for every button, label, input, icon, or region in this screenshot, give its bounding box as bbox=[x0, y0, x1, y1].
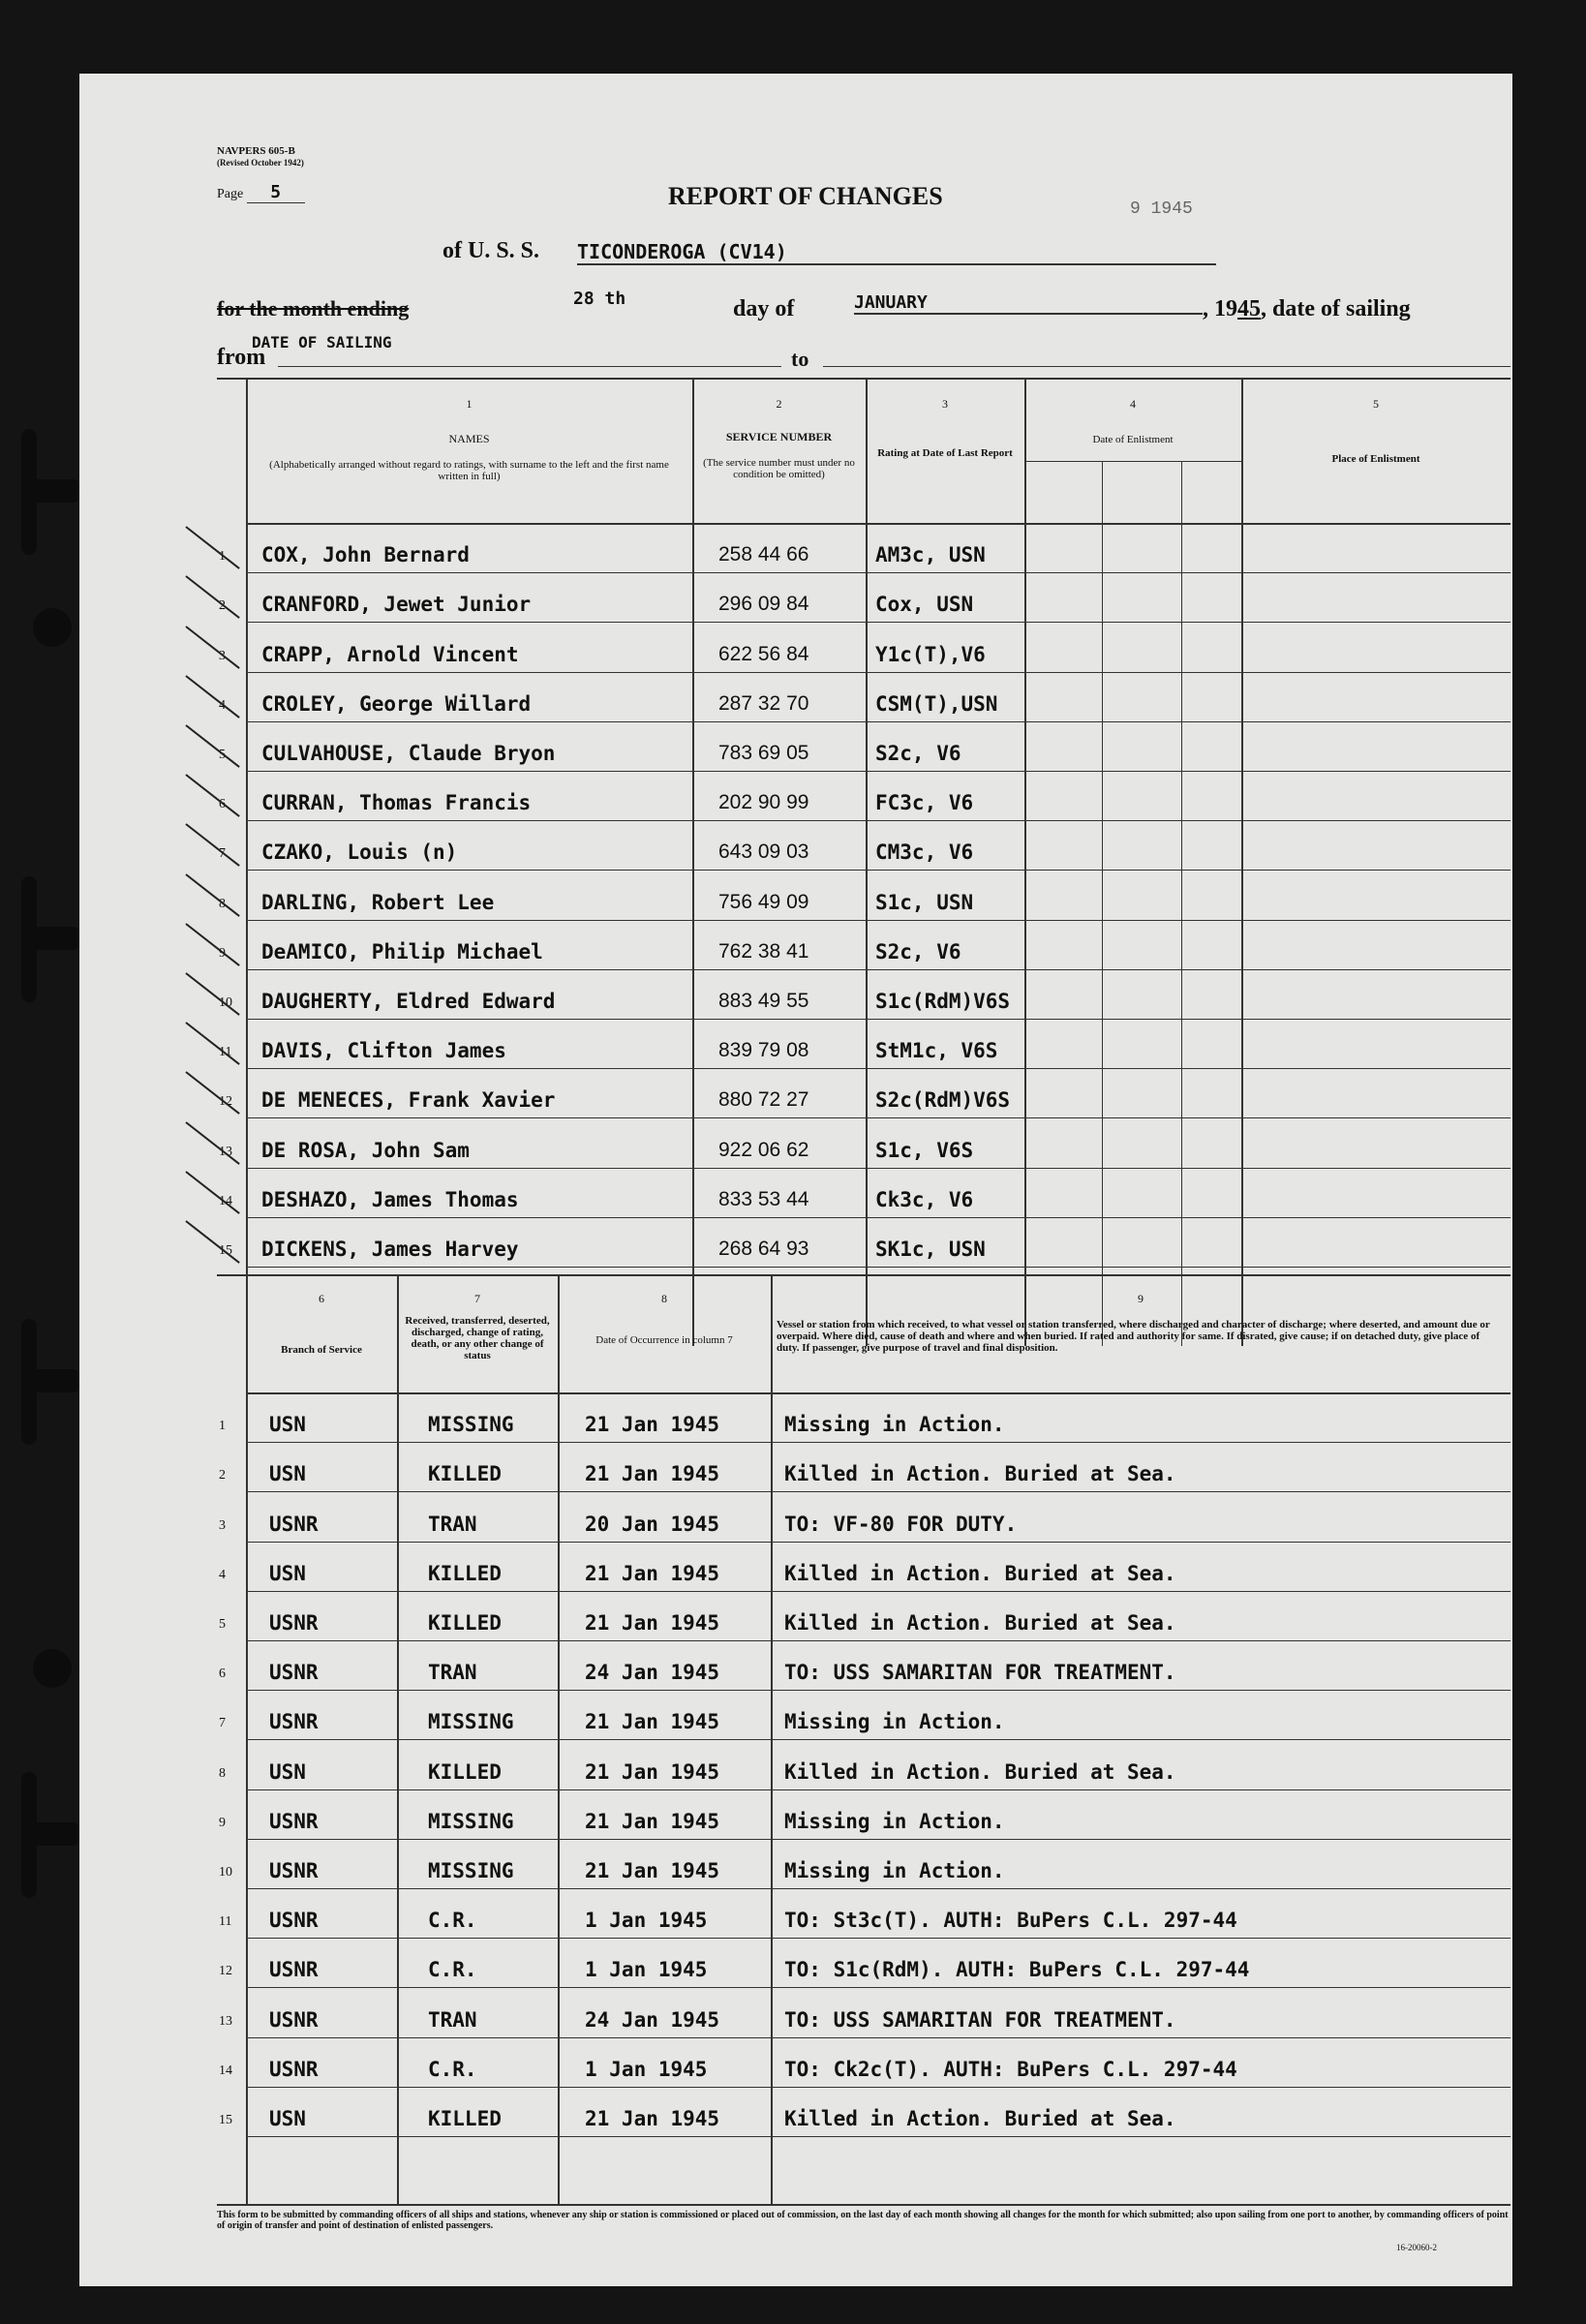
year-line: , 1945, date of sailing bbox=[1203, 296, 1411, 321]
remarks: TO: St3c(T). AUTH: BuPers C.L. 297-44 bbox=[784, 1909, 1237, 1933]
check-mark bbox=[185, 972, 239, 1016]
col9-number: 9 bbox=[1138, 1292, 1144, 1305]
service-number: 258 44 66 bbox=[718, 543, 809, 566]
service-number: 922 06 62 bbox=[718, 1138, 809, 1161]
row-number: 15 bbox=[219, 2113, 232, 2127]
binder-clip bbox=[21, 429, 79, 555]
footer-code: 16-20060-2 bbox=[1396, 2243, 1437, 2252]
row-number: 12 bbox=[219, 1094, 232, 1110]
occurrence-date: 21 Jan 1945 bbox=[585, 1611, 720, 1635]
row-number: 7 bbox=[219, 1716, 226, 1731]
row-number: 4 bbox=[219, 697, 226, 713]
service-number: 833 53 44 bbox=[718, 1187, 809, 1210]
service-number: 783 69 05 bbox=[718, 742, 809, 764]
check-mark bbox=[185, 824, 239, 868]
check-mark bbox=[185, 774, 239, 817]
status-change: TRAN bbox=[428, 2007, 477, 2032]
row-number: 14 bbox=[219, 1193, 232, 1208]
day-value: 28 th bbox=[573, 289, 626, 309]
remarks: Missing in Action. bbox=[784, 1413, 1005, 1437]
status-change: MISSING bbox=[428, 1809, 514, 1833]
check-mark bbox=[185, 675, 239, 719]
binder-hole bbox=[33, 1649, 72, 1688]
check-mark bbox=[185, 923, 239, 966]
col2-subheader: (The service number must under no condition be omitted) bbox=[703, 457, 855, 480]
remarks: Killed in Action. Buried at Sea. bbox=[784, 1462, 1176, 1486]
row-number: 5 bbox=[219, 748, 226, 762]
remarks: Missing in Action. bbox=[784, 1859, 1005, 1882]
sailor-name: DICKENS, James Harvey bbox=[261, 1238, 519, 1261]
status-change: MISSING bbox=[428, 1710, 514, 1734]
col1-number: 1 bbox=[466, 397, 473, 411]
remarks: Missing in Action. bbox=[784, 1710, 1005, 1734]
row-number: 14 bbox=[219, 2063, 232, 2078]
check-mark bbox=[185, 1022, 239, 1065]
col8-number: 8 bbox=[661, 1292, 667, 1305]
struck-month-ending: for the month ending bbox=[217, 296, 410, 321]
col2-number: 2 bbox=[776, 397, 782, 411]
rating: CSM(T),USN bbox=[875, 691, 998, 716]
rating: CM3c, V6 bbox=[875, 841, 974, 865]
from-label: from bbox=[217, 345, 266, 370]
col1-header: NAMES bbox=[448, 432, 490, 445]
status-change: KILLED bbox=[428, 1561, 502, 1585]
row-number: 13 bbox=[219, 2013, 232, 2029]
service-number: 622 56 84 bbox=[718, 642, 809, 665]
row-number: 4 bbox=[219, 1567, 226, 1582]
row-number: 10 bbox=[219, 995, 232, 1010]
service-number: 287 32 70 bbox=[718, 691, 809, 715]
branch-of-service: USNR bbox=[269, 1859, 319, 1882]
date-stamp: 9 1945 bbox=[1130, 199, 1193, 219]
binder-hole bbox=[33, 608, 72, 647]
sailor-name: DESHAZO, James Thomas bbox=[261, 1187, 519, 1211]
row-number: 8 bbox=[219, 1765, 226, 1781]
row-number: 1 bbox=[219, 549, 226, 565]
check-mark bbox=[185, 1171, 239, 1214]
status-change: KILLED bbox=[428, 1759, 502, 1784]
branch-of-service: USN bbox=[269, 1561, 306, 1585]
occurrence-date: 21 Jan 1945 bbox=[585, 2107, 720, 2130]
row-number: 15 bbox=[219, 1243, 232, 1258]
status-change: KILLED bbox=[428, 2107, 502, 2130]
occurrence-date: 21 Jan 1945 bbox=[585, 1561, 720, 1585]
col3-number: 3 bbox=[942, 397, 948, 411]
row-number: 2 bbox=[219, 598, 226, 614]
branch-of-service: USNR bbox=[269, 1958, 319, 1982]
row-number: 6 bbox=[219, 797, 226, 812]
row-number: 2 bbox=[219, 1468, 226, 1483]
occurrence-date: 24 Jan 1945 bbox=[585, 1661, 720, 1685]
check-mark bbox=[185, 1220, 239, 1264]
sailor-name: CRAPP, Arnold Vincent bbox=[261, 642, 519, 666]
service-number: 880 72 27 bbox=[718, 1088, 809, 1112]
row-number: 5 bbox=[219, 1617, 226, 1632]
sailor-name: DAUGHERTY, Eldred Edward bbox=[261, 990, 556, 1013]
uss-label: of U. S. S. bbox=[442, 238, 540, 263]
remarks: TO: USS SAMARITAN FOR TREATMENT. bbox=[784, 1661, 1176, 1685]
remarks: TO: USS SAMARITAN FOR TREATMENT. bbox=[784, 2007, 1176, 2032]
page-indicator: Page 5 bbox=[217, 182, 305, 203]
row-number: 8 bbox=[219, 896, 226, 911]
col2-header: SERVICE NUMBER bbox=[725, 430, 833, 443]
branch-of-service: USNR bbox=[269, 1710, 319, 1734]
sailor-name: CURRAN, Thomas Francis bbox=[261, 791, 532, 815]
status-change: MISSING bbox=[428, 1859, 514, 1882]
service-number: 762 38 41 bbox=[718, 939, 809, 963]
ship-name: TICONDEROGA (CV14) bbox=[577, 240, 1216, 265]
col8-header: Date of Occurrence in column 7 bbox=[595, 1334, 733, 1346]
to-label: to bbox=[791, 347, 809, 371]
check-mark bbox=[185, 626, 239, 669]
col5-header: Place of Enlistment bbox=[1331, 453, 1420, 465]
form-title: REPORT OF CHANGES bbox=[668, 182, 943, 210]
col7-header: Received, transferred, deserted, discharged, change of rating, death, or any other change of status bbox=[405, 1315, 550, 1361]
row-number: 9 bbox=[219, 945, 226, 961]
sailor-name: DE ROSA, John Sam bbox=[261, 1138, 470, 1162]
col6-header: Branch of Service bbox=[281, 1344, 362, 1356]
rating: Ck3c, V6 bbox=[875, 1187, 974, 1211]
col4-number: 4 bbox=[1130, 397, 1136, 411]
occurrence-date: 21 Jan 1945 bbox=[585, 1809, 720, 1833]
occurrence-date: 21 Jan 1945 bbox=[585, 1462, 720, 1486]
rating: S2c, V6 bbox=[875, 939, 961, 963]
sailor-name: CULVAHOUSE, Claude Bryon bbox=[261, 742, 556, 765]
service-number: 202 90 99 bbox=[718, 791, 809, 814]
report-form bbox=[79, 74, 1512, 2286]
month-value: JANUARY bbox=[854, 292, 1203, 315]
row-number: 11 bbox=[219, 1045, 232, 1060]
sailor-name: DARLING, Robert Lee bbox=[261, 890, 495, 914]
occurrence-date: 21 Jan 1945 bbox=[585, 1413, 720, 1437]
branch-of-service: USNR bbox=[269, 1909, 319, 1933]
check-mark bbox=[185, 1121, 239, 1165]
branch-of-service: USNR bbox=[269, 1512, 319, 1536]
service-number: 883 49 55 bbox=[718, 990, 809, 1012]
rating: SK1c, USN bbox=[875, 1238, 986, 1261]
rating: S2c, V6 bbox=[875, 742, 961, 765]
rating: S2c(RdM)V6S bbox=[875, 1088, 1011, 1113]
col9-header: Vessel or station from which received, to what vessel or station transferred, where discharged and character of discharge; where deserted, and amount due or overpaid. Where died, cause of death and where and when buried. If rated and authority for same. If disrated, give cause; if on detached duty, give place of duty. If passenger, give purpose of travel and final disposition. bbox=[777, 1319, 1490, 1354]
rating: S1c, USN bbox=[875, 890, 974, 914]
sailor-name: COX, John Bernard bbox=[261, 543, 470, 567]
check-mark bbox=[185, 526, 239, 569]
branch-of-service: USN bbox=[269, 1759, 306, 1784]
sailor-name: CZAKO, Louis (n) bbox=[261, 841, 458, 865]
footer-instructions: This form to be submitted by commanding officers of all ships and stations, whenever any ship or station is commissioned or placed out of commission, on the last day of each month showing all changes for the month for which submitted; also upon sailing from one port to another, by commanding officers of point of origin of transfer and point of destination of enlisted passengers. bbox=[217, 2210, 1509, 2231]
binder-clip bbox=[21, 876, 79, 1002]
status-change: TRAN bbox=[428, 1661, 477, 1685]
occurrence-date: 24 Jan 1945 bbox=[585, 2007, 720, 2032]
remarks: Missing in Action. bbox=[784, 1809, 1005, 1833]
col3-header: Rating at Date of Last Report bbox=[877, 447, 1013, 459]
service-number: 268 64 93 bbox=[718, 1238, 809, 1260]
from-value: DATE OF SAILING bbox=[252, 333, 392, 352]
check-mark bbox=[185, 873, 239, 917]
col1-subheader: (Alphabetically arranged without regard to ratings, with surname to the left and the first name written in full) bbox=[269, 459, 669, 482]
col6-number: 6 bbox=[319, 1292, 324, 1305]
occurrence-date: 21 Jan 1945 bbox=[585, 1710, 720, 1734]
rating: Y1c(T),V6 bbox=[875, 642, 986, 666]
status-change: KILLED bbox=[428, 1462, 502, 1486]
occurrence-date: 20 Jan 1945 bbox=[585, 1512, 720, 1536]
branch-of-service: USN bbox=[269, 1413, 306, 1437]
remarks: Killed in Action. Buried at Sea. bbox=[784, 1611, 1176, 1635]
status-change: KILLED bbox=[428, 1611, 502, 1635]
row-number: 7 bbox=[219, 846, 226, 862]
status-change: C.R. bbox=[428, 1958, 477, 1982]
service-number: 756 49 09 bbox=[718, 890, 809, 913]
row-number: 13 bbox=[219, 1144, 232, 1159]
rating: S1c(RdM)V6S bbox=[875, 990, 1011, 1013]
form-number: NAVPERS 605-B (Revised October 1942) bbox=[217, 145, 304, 168]
rating: AM3c, USN bbox=[875, 543, 986, 567]
occurrence-date: 1 Jan 1945 bbox=[585, 1909, 708, 1933]
row-number: 12 bbox=[219, 1964, 232, 1979]
col7-number: 7 bbox=[474, 1292, 480, 1305]
branch-of-service: USNR bbox=[269, 1611, 319, 1635]
branch-of-service: USNR bbox=[269, 2057, 319, 2081]
occurrence-date: 21 Jan 1945 bbox=[585, 1859, 720, 1882]
sailor-name: CRANFORD, Jewet Junior bbox=[261, 593, 532, 617]
binder-clip bbox=[21, 1319, 79, 1445]
branch-of-service: USNR bbox=[269, 1661, 319, 1685]
row-number: 6 bbox=[219, 1667, 226, 1682]
row-number: 10 bbox=[219, 1865, 232, 1880]
binder-clip bbox=[21, 1772, 79, 1898]
branch-of-service: USN bbox=[269, 1462, 306, 1486]
sailor-name: DAVIS, Clifton James bbox=[261, 1039, 506, 1063]
status-change: MISSING bbox=[428, 1413, 514, 1437]
check-mark bbox=[185, 1072, 239, 1116]
row-number: 11 bbox=[219, 1914, 232, 1930]
status-change: C.R. bbox=[428, 2057, 477, 2081]
row-number: 3 bbox=[219, 648, 226, 663]
remarks: TO: VF-80 FOR DUTY. bbox=[784, 1512, 1018, 1536]
sailor-name: DeAMICO, Philip Michael bbox=[261, 939, 543, 963]
day-of-label: day of bbox=[733, 296, 795, 321]
status-change: C.R. bbox=[428, 1909, 477, 1933]
rating: Cox, USN bbox=[875, 593, 974, 617]
sailor-name: DE MENECES, Frank Xavier bbox=[261, 1088, 556, 1113]
branch-of-service: USN bbox=[269, 2107, 306, 2130]
occurrence-date: 21 Jan 1945 bbox=[585, 1759, 720, 1784]
row-number: 3 bbox=[219, 1517, 226, 1533]
check-mark bbox=[185, 724, 239, 768]
remarks: Killed in Action. Buried at Sea. bbox=[784, 1561, 1176, 1585]
remarks: TO: Ck2c(T). AUTH: BuPers C.L. 297-44 bbox=[784, 2057, 1237, 2081]
rating: S1c, V6S bbox=[875, 1138, 974, 1162]
remarks: TO: S1c(RdM). AUTH: BuPers C.L. 297-44 bbox=[784, 1958, 1250, 1982]
status-change: TRAN bbox=[428, 1512, 477, 1536]
col5-number: 5 bbox=[1373, 397, 1379, 411]
remarks: Killed in Action. Buried at Sea. bbox=[784, 1759, 1176, 1784]
remarks: Killed in Action. Buried at Sea. bbox=[784, 2107, 1176, 2130]
branch-of-service: USNR bbox=[269, 1809, 319, 1833]
rating: StM1c, V6S bbox=[875, 1039, 998, 1063]
service-number: 296 09 84 bbox=[718, 593, 809, 616]
service-number: 839 79 08 bbox=[718, 1039, 809, 1062]
occurrence-date: 1 Jan 1945 bbox=[585, 1958, 708, 1982]
sailor-name: CROLEY, George Willard bbox=[261, 691, 532, 716]
branch-of-service: USNR bbox=[269, 2007, 319, 2032]
occurrence-date: 1 Jan 1945 bbox=[585, 2057, 708, 2081]
service-number: 643 09 03 bbox=[718, 841, 809, 864]
check-mark bbox=[185, 576, 239, 620]
row-number: 1 bbox=[219, 1419, 226, 1434]
col4-header: Date of Enlistment bbox=[1092, 434, 1174, 445]
rating: FC3c, V6 bbox=[875, 791, 974, 815]
row-number: 9 bbox=[219, 1815, 226, 1830]
